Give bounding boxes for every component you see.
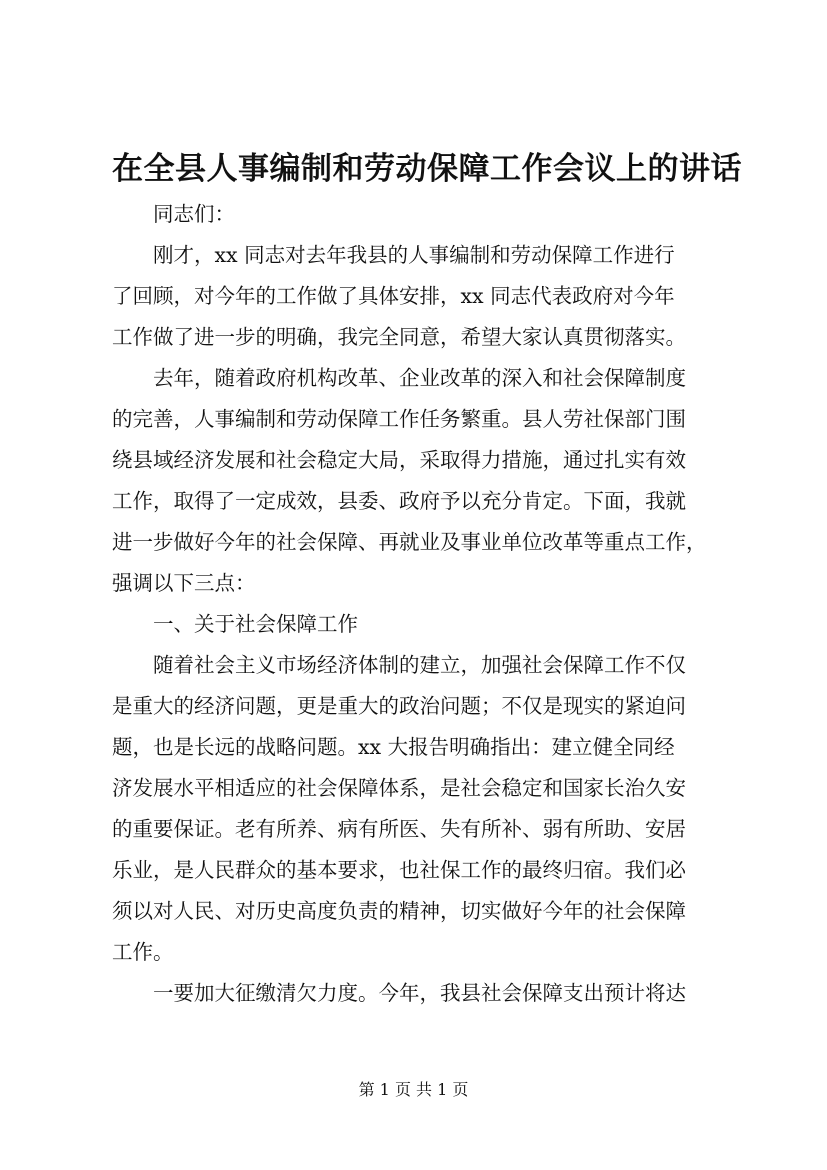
paragraph-line: 济发展水平相适应的社会保障体系，是社会稳定和国家长治久安 — [112, 776, 686, 800]
paragraph-line: 强调以下三点： — [112, 571, 256, 595]
paragraph-line: 的重要保证。老有所养、病有所医、失有所补、弱有所助、安居 — [112, 817, 686, 841]
paragraph-line: 工作，取得了一定成效，县委、政府予以充分肯定。下面，我就 — [112, 489, 686, 513]
paragraph-line: 了回顾，对今年的工作做了具体安排，xx 同志代表政府对今年 — [112, 284, 675, 308]
salutation-line: 同志们： — [153, 202, 235, 226]
paragraph-line: 刚才，xx 同志对去年我县的人事编制和劳动保障工作进行 — [153, 243, 675, 267]
section-heading: 一、关于社会保障工作 — [153, 612, 358, 636]
paragraph-line: 一要加大征缴清欠力度。今年，我县社会保障支出预计将达 — [153, 981, 686, 1005]
paragraph-line: 去年，随着政府机构改革、企业改革的深入和社会保障制度 — [153, 366, 686, 390]
paragraph-line: 须以对人民、对历史高度负责的精神，切实做好今年的社会保障 — [112, 899, 686, 923]
page-footer: 第 1 页 共 1 页 — [358, 1080, 469, 1099]
paragraph-line: 的完善，人事编制和劳动保障工作任务繁重。县人劳社保部门围 — [112, 407, 686, 431]
paragraph-line: 是重大的经济问题，更是重大的政治问题；不仅是现实的紧迫问 — [112, 694, 686, 718]
paragraph-line: 绕县域经济发展和社会稳定大局，采取得力措施，通过扎实有效 — [112, 448, 686, 472]
paragraph-line: 进一步做好今年的社会保障、再就业及事业单位改革等重点工作， — [112, 530, 707, 554]
paragraph-line: 随着社会主义市场经济体制的建立，加强社会保障工作不仅 — [153, 653, 686, 677]
document-body — [112, 194, 742, 1014]
paragraph-line: 乐业，是人民群众的基本要求，也社保工作的最终归宿。我们必 — [112, 858, 686, 882]
document-title: 在全县人事编制和劳动保障工作会议上的讲话 — [112, 151, 742, 187]
paragraph-line: 题，也是长远的战略问题。xx 大报告明确指出：建立健全同经 — [112, 735, 675, 759]
paragraph-line: 工作做了进一步的明确，我完全同意，希望大家认真贯彻落实。 — [112, 325, 686, 349]
paragraph-line: 工作。 — [112, 940, 174, 964]
